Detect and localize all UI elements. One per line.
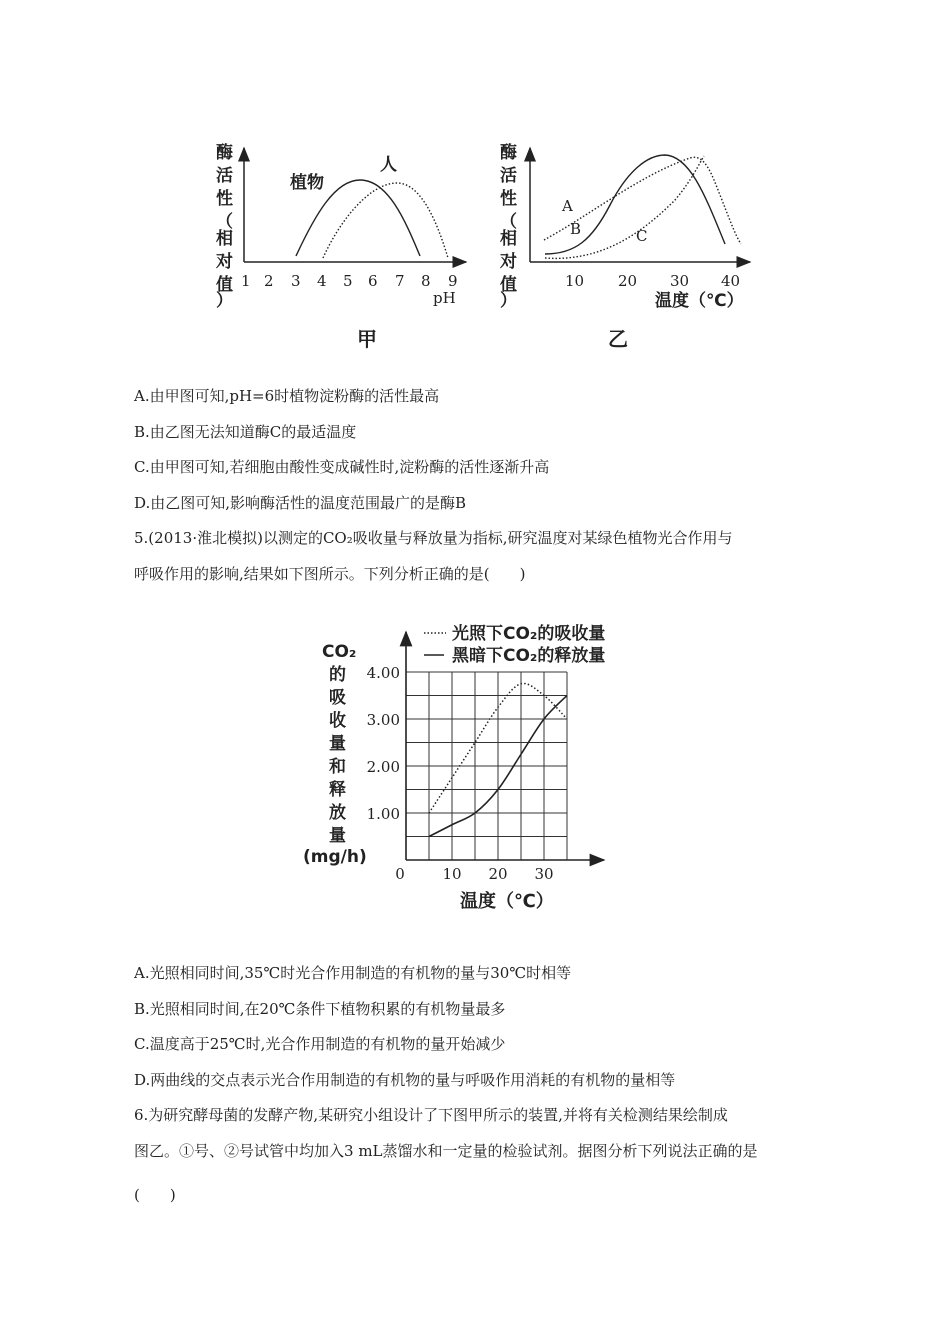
yi-label-c: C bbox=[636, 227, 648, 245]
yi-tick-30: 30 bbox=[670, 272, 690, 290]
co2-ylabel-unit: (mg/h) bbox=[303, 847, 367, 867]
co2-y-tick: 1.00 bbox=[366, 805, 400, 823]
yi-ylabel-7: ） bbox=[500, 291, 517, 311]
co2-grid bbox=[406, 672, 567, 860]
co2-x-ticks bbox=[395, 865, 553, 883]
legend-label-absorb: 光照下CO₂的吸收量 bbox=[452, 624, 606, 644]
jia-label-plant: 植物 bbox=[290, 173, 324, 193]
co2-xlabel: 温度（℃） bbox=[460, 891, 554, 912]
q4-option-d: D.由乙图可知,影响酶活性的温度范围最广的是酶B bbox=[134, 494, 467, 512]
q4-option-b: B.由乙图无法知道酶C的最适温度 bbox=[134, 423, 357, 441]
yi-ylabel-2: 性 bbox=[500, 189, 517, 209]
yi-x-ticks bbox=[565, 272, 740, 290]
co2-x-tick: 10 bbox=[442, 865, 462, 883]
figure-enzyme-activity bbox=[200, 130, 760, 360]
jia-ylabel-7: ） bbox=[216, 291, 233, 311]
q6-stem-line1: 6.为研究酵母菌的发酵产物,某研究小组设计了下图甲所示的装置,并将有关检测结果绘制成 bbox=[134, 1106, 728, 1124]
yi-tick-20: 20 bbox=[618, 272, 638, 290]
jia-ylabel-5: 对 bbox=[216, 252, 233, 272]
co2-y-tick: 3.00 bbox=[366, 711, 400, 729]
jia-tick-7: 7 bbox=[395, 272, 405, 290]
co2-ylabel-5: 释 bbox=[329, 780, 346, 800]
q5-option-d: D.两曲线的交点表示光合作用制造的有机物的量与呼吸作用消耗的有机物的量相等 bbox=[134, 1071, 676, 1089]
co2-ylabel bbox=[303, 642, 367, 867]
co2-chart bbox=[300, 610, 640, 920]
legend-label-release: 黑暗下CO₂的释放量 bbox=[452, 646, 606, 666]
co2-y-ticks bbox=[367, 664, 400, 823]
co2-ylabel-top: CO₂ bbox=[322, 642, 357, 662]
jia-ylabel bbox=[216, 142, 233, 311]
yi-ylabel-0: 酶 bbox=[500, 143, 517, 163]
yi-tick-10: 10 bbox=[565, 272, 585, 290]
jia-tick-2: 2 bbox=[264, 272, 274, 290]
co2-y-tick: 2.00 bbox=[366, 758, 400, 776]
co2-y-tick: 4.00 bbox=[366, 664, 400, 682]
jia-tick-3: 3 bbox=[291, 272, 301, 290]
q5-stem-line1: 5.(2013·淮北模拟)以测定的CO₂吸收量与释放量为指标,研究温度对某绿色植物光合作用与 bbox=[134, 529, 733, 547]
yi-ylabel-6: 值 bbox=[500, 275, 517, 295]
co2-legend bbox=[424, 623, 605, 666]
yi-ylabel-3: （ bbox=[500, 212, 517, 232]
yi-ylabel-1: 活 bbox=[500, 166, 517, 186]
jia-ylabel-1: 活 bbox=[216, 166, 233, 186]
chart-yi bbox=[500, 142, 750, 351]
q5-stem-line2: 呼吸作用的影响,结果如下图所示。下列分析正确的是( ) bbox=[134, 565, 526, 583]
jia-ylabel-4: 相 bbox=[216, 229, 233, 249]
co2-x-tick: 0 bbox=[395, 865, 405, 883]
yi-ylabel-4: 相 bbox=[500, 229, 517, 249]
caption-jia: 甲 bbox=[357, 327, 377, 351]
jia-x-ticks bbox=[241, 272, 458, 290]
q5-option-c: C.温度高于25℃时,光合作用制造的有机物的量开始减少 bbox=[134, 1035, 506, 1053]
jia-ylabel-2: 性 bbox=[216, 189, 233, 209]
caption-yi: 乙 bbox=[608, 327, 628, 351]
yi-xlabel: 温度（℃） bbox=[655, 291, 744, 311]
co2-x-tick: 30 bbox=[534, 865, 554, 883]
jia-tick-9: 9 bbox=[448, 272, 458, 290]
co2-ylabel-0: 的 bbox=[329, 665, 346, 685]
q6-stem-line3: ( ) bbox=[134, 1186, 176, 1204]
jia-label-human: 人 bbox=[380, 155, 397, 175]
yi-label-a: A bbox=[562, 197, 573, 215]
co2-ylabel-1: 吸 bbox=[329, 688, 346, 708]
co2-ylabel-4: 和 bbox=[329, 757, 346, 777]
co2-ylabel-2: 收 bbox=[329, 711, 346, 731]
jia-tick-1: 1 bbox=[241, 272, 251, 290]
jia-tick-4: 4 bbox=[317, 272, 327, 290]
q6-stem-line2: 图乙。①号、②号试管中均加入3 mL蒸馏水和一定量的检验试剂。据图分析下列说法正确的是 bbox=[134, 1142, 758, 1160]
jia-curve-human bbox=[323, 183, 448, 258]
jia-ylabel-6: 值 bbox=[216, 275, 233, 295]
jia-tick-8: 8 bbox=[421, 272, 431, 290]
jia-ylabel-3: （ bbox=[216, 212, 233, 232]
co2-ylabel-7: 量 bbox=[329, 826, 346, 846]
q5-option-a: A.光照相同时间,35℃时光合作用制造的有机物的量与30℃时相等 bbox=[134, 964, 572, 982]
jia-ylabel-0: 酶 bbox=[216, 143, 233, 163]
jia-tick-5: 5 bbox=[343, 272, 353, 290]
yi-tick-40: 40 bbox=[721, 272, 741, 290]
co2-ylabel-3: 量 bbox=[329, 734, 346, 754]
q5-option-b: B.光照相同时间,在20℃条件下植物积累的有机物量最多 bbox=[134, 1000, 506, 1018]
chart-jia bbox=[216, 142, 466, 351]
q4-option-a: A.由甲图可知,pH=6时植物淀粉酶的活性最高 bbox=[134, 387, 440, 405]
co2-ylabel-6: 放 bbox=[329, 803, 346, 823]
jia-x-unit: pH bbox=[433, 289, 456, 307]
co2-x-tick: 20 bbox=[488, 865, 508, 883]
yi-label-b: B bbox=[570, 220, 582, 238]
q4-option-c: C.由甲图可知,若细胞由酸性变成碱性时,淀粉酶的活性逐渐升高 bbox=[134, 458, 550, 476]
yi-ylabel-5: 对 bbox=[500, 252, 517, 272]
yi-ylabel bbox=[500, 142, 517, 311]
jia-tick-6: 6 bbox=[368, 272, 378, 290]
co2-axes bbox=[406, 632, 604, 860]
